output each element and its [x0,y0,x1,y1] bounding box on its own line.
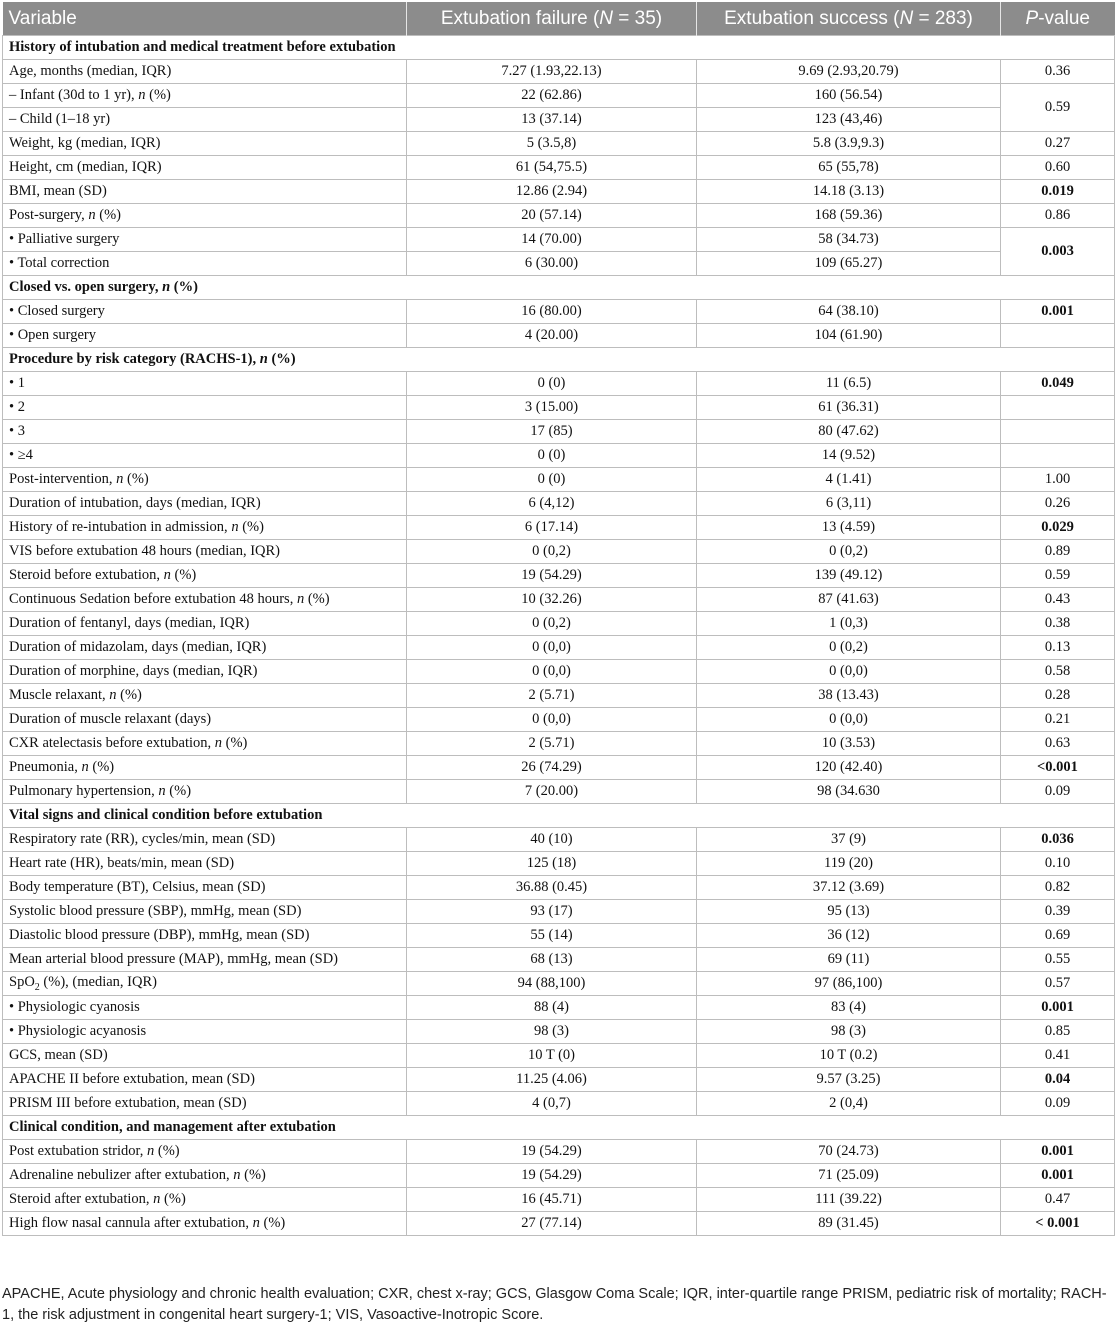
cell-extubation-success: 37 (9) [697,828,1001,852]
cell-extubation-failure: 6 (17.14) [407,516,697,540]
cell-p-value: 0.47 [1001,1188,1115,1212]
cell-extubation-failure: 14 (70.00) [407,228,697,252]
table-row [3,132,1115,156]
cell-extubation-failure: 13 (37.14) [407,108,697,132]
cell-variable: • Palliative surgery [3,228,407,252]
cell-variable: Duration of muscle relaxant (days) [3,708,407,732]
cell-variable: Duration of morphine, days (median, IQR) [3,660,407,684]
table-row [3,540,1115,564]
cell-extubation-success: 83 (4) [697,996,1001,1020]
table-row [3,660,1115,684]
cell-extubation-success: 95 (13) [697,900,1001,924]
cell-variable: Body temperature (BT), Celsius, mean (SD) [3,876,407,900]
cell-variable: • Closed surgery [3,300,407,324]
table-row [3,1140,1115,1164]
cell-p-value [1001,396,1115,420]
cell-extubation-failure: 4 (0,7) [407,1092,697,1116]
table-body [3,36,1115,1236]
table-row [3,204,1115,228]
cell-variable: PRISM III before extubation, mean (SD) [3,1092,407,1116]
cell-extubation-success: 14.18 (3.13) [697,180,1001,204]
cell-variable: – Infant (30d to 1 yr), n (%) [3,84,407,108]
cell-variable: Diastolic blood pressure (DBP), mmHg, mean (SD) [3,924,407,948]
cell-p-value: 0.43 [1001,588,1115,612]
cell-extubation-failure: 16 (45.71) [407,1188,697,1212]
cell-extubation-success: 9.57 (3.25) [697,1068,1001,1092]
cell-extubation-success: 97 (86,100) [697,972,1001,996]
table-row [3,900,1115,924]
cell-extubation-failure: 7 (20.00) [407,780,697,804]
cell-extubation-success: 6 (3,11) [697,492,1001,516]
cell-p-value: 0.41 [1001,1044,1115,1068]
cell-p-value [1001,420,1115,444]
cell-p-value: 0.86 [1001,204,1115,228]
header-success-n: N [899,7,914,29]
cell-extubation-success: 10 T (0.2) [697,1044,1001,1068]
cell-variable: Mean arterial blood pressure (MAP), mmHg, mean (SD) [3,948,407,972]
cell-extubation-success: 14 (9.52) [697,444,1001,468]
cell-p-value: 0.36 [1001,60,1115,84]
table-row [3,852,1115,876]
cell-extubation-failure: 19 (54.29) [407,1164,697,1188]
cell-extubation-success: 109 (65.27) [697,252,1001,276]
section-header-row [3,276,1115,300]
cell-p-value: 0.029 [1001,516,1115,540]
cell-extubation-failure: 0 (0,0) [407,660,697,684]
table-row [3,228,1115,252]
cell-extubation-failure: 0 (0) [407,372,697,396]
cell-p-value: 0.001 [1001,996,1115,1020]
cell-extubation-failure: 0 (0) [407,444,697,468]
table-footnote: APACHE, Acute physiology and chronic health evaluation; CXR, chest x-ray; GCS, Glasgow Coma Scale; IQR, inter-quartile range PRISM, pediatric risk of mortality; RACH-1, the risk adjustment in congenital heart surgery-1; VIS, Vasoactive-Inotropic Score. [2,1286,1107,1323]
cell-extubation-success: 0 (0,2) [697,540,1001,564]
header-p-value [1001,2,1115,36]
table-row [3,324,1115,348]
cell-extubation-failure: 7.27 (1.93,22.13) [407,60,697,84]
cell-extubation-success: 61 (36.31) [697,396,1001,420]
table-header [3,2,1115,36]
table-row [3,372,1115,396]
cell-extubation-success: 37.12 (3.69) [697,876,1001,900]
cell-extubation-success: 104 (61.90) [697,324,1001,348]
cell-p-value: 0.04 [1001,1068,1115,1092]
cell-extubation-success: 11 (6.5) [697,372,1001,396]
cell-variable: Post-surgery, n (%) [3,204,407,228]
data-table [2,2,1115,1236]
cell-extubation-success: 69 (11) [697,948,1001,972]
cell-variable: BMI, mean (SD) [3,180,407,204]
cell-extubation-success: 89 (31.45) [697,1212,1001,1236]
header-row [3,2,1115,36]
table-row [3,588,1115,612]
cell-extubation-success: 38 (13.43) [697,684,1001,708]
cell-variable: Steroid after extubation, n (%) [3,1188,407,1212]
cell-p-value: 0.001 [1001,300,1115,324]
section-title: Closed vs. open surgery, n (%) [3,276,1115,300]
cell-extubation-failure: 61 (54,75.5) [407,156,697,180]
cell-p-value: 0.27 [1001,132,1115,156]
cell-extubation-failure: 125 (18) [407,852,697,876]
cell-variable: Muscle relaxant, n (%) [3,684,407,708]
cell-extubation-failure: 68 (13) [407,948,697,972]
header-failure-suffix: = 35) [613,7,663,29]
cell-p-value: 1.00 [1001,468,1115,492]
cell-variable: SpO$_2$ (%), (median, IQR) [3,972,407,996]
cell-extubation-failure: 98 (3) [407,1020,697,1044]
cell-p-value: 0.58 [1001,660,1115,684]
cell-variable: Duration of fentanyl, days (median, IQR) [3,612,407,636]
table-row [3,996,1115,1020]
cell-extubation-failure: 0 (0,0) [407,708,697,732]
header-extubation-failure [407,2,697,36]
cell-extubation-success: 80 (47.62) [697,420,1001,444]
cell-p-value: 0.21 [1001,708,1115,732]
header-failure-prefix: Extubation failure ( [440,7,600,29]
cell-extubation-success: 71 (25.09) [697,1164,1001,1188]
table-row [3,1068,1115,1092]
section-header-row [3,804,1115,828]
cell-p-value: 0.10 [1001,852,1115,876]
cell-p-value: 0.019 [1001,180,1115,204]
cell-variable: Adrenaline nebulizer after extubation, n (%) [3,1164,407,1188]
cell-extubation-failure: 20 (57.14) [407,204,697,228]
cell-variable: APACHE II before extubation, mean (SD) [3,1068,407,1092]
cell-variable: • 3 [3,420,407,444]
cell-variable: Systolic blood pressure (SBP), mmHg, mean (SD) [3,900,407,924]
cell-extubation-failure: 3 (15.00) [407,396,697,420]
cell-p-value: 0.85 [1001,1020,1115,1044]
cell-extubation-failure: 0 (0,0) [407,636,697,660]
cell-extubation-success: 0 (0,0) [697,660,1001,684]
header-success-suffix: = 283) [913,7,973,29]
cell-variable: Height, cm (median, IQR) [3,156,407,180]
cell-extubation-success: 119 (20) [697,852,1001,876]
table-row [3,156,1115,180]
cell-extubation-failure: 10 T (0) [407,1044,697,1068]
table-row [3,1092,1115,1116]
cell-p-value: 0.63 [1001,732,1115,756]
cell-variable: History of re-intubation in admission, n (%) [3,516,407,540]
cell-extubation-success: 0 (0,0) [697,708,1001,732]
cell-extubation-failure: 2 (5.71) [407,732,697,756]
cell-p-value [1001,444,1115,468]
table-row [3,180,1115,204]
cell-p-value: 0.09 [1001,780,1115,804]
cell-extubation-success: 111 (39.22) [697,1188,1001,1212]
table-row [3,420,1115,444]
cell-p-value: < 0.001 [1001,1212,1115,1236]
table-row [3,252,1115,276]
cell-variable: Post extubation stridor, n (%) [3,1140,407,1164]
cell-extubation-failure: 5 (3.5,8) [407,132,697,156]
cell-p-value: 0.049 [1001,372,1115,396]
table-row [3,732,1115,756]
cell-p-value: 0.001 [1001,1140,1115,1164]
cell-extubation-success: 87 (41.63) [697,588,1001,612]
cell-variable: High flow nasal cannula after extubation, n (%) [3,1212,407,1236]
cell-extubation-success: 139 (49.12) [697,564,1001,588]
header-failure-n: N [599,7,614,29]
cell-extubation-success: 10 (3.53) [697,732,1001,756]
cell-extubation-failure: 0 (0,2) [407,612,697,636]
cell-extubation-success: 1 (0,3) [697,612,1001,636]
cell-extubation-failure: 2 (5.71) [407,684,697,708]
cell-variable: Age, months (median, IQR) [3,60,407,84]
table-row [3,84,1115,108]
cell-extubation-failure: 17 (85) [407,420,697,444]
section-title: Vital signs and clinical condition before extubation [3,804,1115,828]
cell-variable: Heart rate (HR), beats/min, mean (SD) [3,852,407,876]
cell-p-value: 0.036 [1001,828,1115,852]
cell-extubation-success: 123 (43,46) [697,108,1001,132]
cell-variable: • Total correction [3,252,407,276]
cell-extubation-failure: 16 (80.00) [407,300,697,324]
cell-extubation-failure: 93 (17) [407,900,697,924]
cell-extubation-success: 70 (24.73) [697,1140,1001,1164]
cell-extubation-failure: 19 (54.29) [407,1140,697,1164]
header-extubation-success [697,2,1001,36]
cell-variable: GCS, mean (SD) [3,1044,407,1068]
cell-extubation-failure: 0 (0,2) [407,540,697,564]
cell-variable: Continuous Sedation before extubation 48 hours, n (%) [3,588,407,612]
cell-p-value: 0.55 [1001,948,1115,972]
cell-p-value: 0.60 [1001,156,1115,180]
cell-p-value: 0.57 [1001,972,1115,996]
cell-extubation-failure: 12.86 (2.94) [407,180,697,204]
cell-extubation-failure: 4 (20.00) [407,324,697,348]
table-row [3,492,1115,516]
table-row [3,1188,1115,1212]
cell-variable: Pulmonary hypertension, n (%) [3,780,407,804]
section-title: Clinical condition, and management after extubation [3,1116,1115,1140]
header-p-suffix: -value [1038,7,1090,29]
cell-extubation-failure: 26 (74.29) [407,756,697,780]
cell-variable: • Open surgery [3,324,407,348]
table-row [3,60,1115,84]
cell-extubation-failure: 88 (4) [407,996,697,1020]
section-header-row [3,1116,1115,1140]
cell-p-value: 0.89 [1001,540,1115,564]
cell-p-value: 0.82 [1001,876,1115,900]
table-row [3,636,1115,660]
table-row [3,828,1115,852]
cell-variable: VIS before extubation 48 hours (median, IQR) [3,540,407,564]
header-p-symbol: P [1025,7,1039,29]
cell-extubation-success: 120 (42.40) [697,756,1001,780]
cell-extubation-success: 5.8 (3.9,9.3) [697,132,1001,156]
section-header-row [3,36,1115,60]
cell-variable: Weight, kg (median, IQR) [3,132,407,156]
cell-p-value [1001,324,1115,348]
section-title: History of intubation and medical treatment before extubation [3,36,1115,60]
cell-extubation-success: 0 (0,2) [697,636,1001,660]
cell-p-value: 0.59 [1001,564,1115,588]
table-row [3,876,1115,900]
cell-extubation-success: 168 (59.36) [697,204,1001,228]
table-row [3,1044,1115,1068]
header-success-prefix: Extubation success ( [724,7,900,29]
cell-variable: Duration of midazolam, days (median, IQR) [3,636,407,660]
cell-extubation-success: 9.69 (2.93,20.79) [697,60,1001,84]
table-row [3,108,1115,132]
cell-variable: Post-intervention, n (%) [3,468,407,492]
table-row [3,1020,1115,1044]
cell-p-value: 0.28 [1001,684,1115,708]
cell-p-value: 0.13 [1001,636,1115,660]
cell-extubation-failure: 36.88 (0.45) [407,876,697,900]
cell-extubation-failure: 10 (32.26) [407,588,697,612]
section-title: Procedure by risk category (RACHS-1), n (%) [3,348,1115,372]
cell-extubation-failure: 19 (54.29) [407,564,697,588]
table-row [3,948,1115,972]
table-row [3,972,1115,996]
cell-extubation-success: 4 (1.41) [697,468,1001,492]
cell-extubation-success: 160 (56.54) [697,84,1001,108]
table-row [3,516,1115,540]
cell-extubation-success: 36 (12) [697,924,1001,948]
table-row [3,396,1115,420]
cell-variable: Respiratory rate (RR), cycles/min, mean (SD) [3,828,407,852]
cell-p-value: 0.38 [1001,612,1115,636]
cell-extubation-failure: 27 (77.14) [407,1212,697,1236]
cell-p-value: 0.26 [1001,492,1115,516]
cell-p-value: 0.003 [1001,228,1115,276]
cell-variable: CXR atelectasis before extubation, n (%) [3,732,407,756]
cell-extubation-success: 65 (55,78) [697,156,1001,180]
table-row [3,444,1115,468]
cell-variable: Pneumonia, n (%) [3,756,407,780]
cell-extubation-success: 2 (0,4) [697,1092,1001,1116]
data-table-wrapper [2,2,1114,1236]
table-row [3,564,1115,588]
header-variable [3,2,407,36]
cell-extubation-failure: 55 (14) [407,924,697,948]
table-row [3,468,1115,492]
cell-variable: • ≥4 [3,444,407,468]
header-variable-label: Variable [8,7,77,29]
cell-p-value: <0.001 [1001,756,1115,780]
cell-extubation-failure: 6 (30.00) [407,252,697,276]
table-row [3,756,1115,780]
section-header-row [3,348,1115,372]
cell-extubation-failure: 6 (4,12) [407,492,697,516]
cell-variable: – Child (1–18 yr) [3,108,407,132]
cell-extubation-success: 58 (34.73) [697,228,1001,252]
cell-variable: • 1 [3,372,407,396]
cell-p-value: 0.69 [1001,924,1115,948]
cell-extubation-success: 98 (3) [697,1020,1001,1044]
cell-extubation-failure: 11.25 (4.06) [407,1068,697,1092]
cell-extubation-success: 64 (38.10) [697,300,1001,324]
cell-extubation-failure: 40 (10) [407,828,697,852]
cell-variable: Duration of intubation, days (median, IQR) [3,492,407,516]
cell-p-value: 0.001 [1001,1164,1115,1188]
cell-extubation-success: 98 (34.630 [697,780,1001,804]
cell-extubation-success: 13 (4.59) [697,516,1001,540]
table-row [3,1212,1115,1236]
cell-extubation-failure: 94 (88,100) [407,972,697,996]
cell-variable: Steroid before extubation, n (%) [3,564,407,588]
table-row [3,780,1115,804]
cell-variable: • 2 [3,396,407,420]
cell-extubation-failure: 0 (0) [407,468,697,492]
table-row [3,684,1115,708]
table-row [3,708,1115,732]
cell-p-value: 0.09 [1001,1092,1115,1116]
table-row [3,300,1115,324]
table-row [3,924,1115,948]
cell-extubation-failure: 22 (62.86) [407,84,697,108]
cell-variable: • Physiologic cyanosis [3,996,407,1020]
table-row [3,1164,1115,1188]
table-row [3,612,1115,636]
cell-variable: • Physiologic acyanosis [3,1020,407,1044]
cell-p-value: 0.39 [1001,900,1115,924]
cell-p-value: 0.59 [1001,84,1115,132]
